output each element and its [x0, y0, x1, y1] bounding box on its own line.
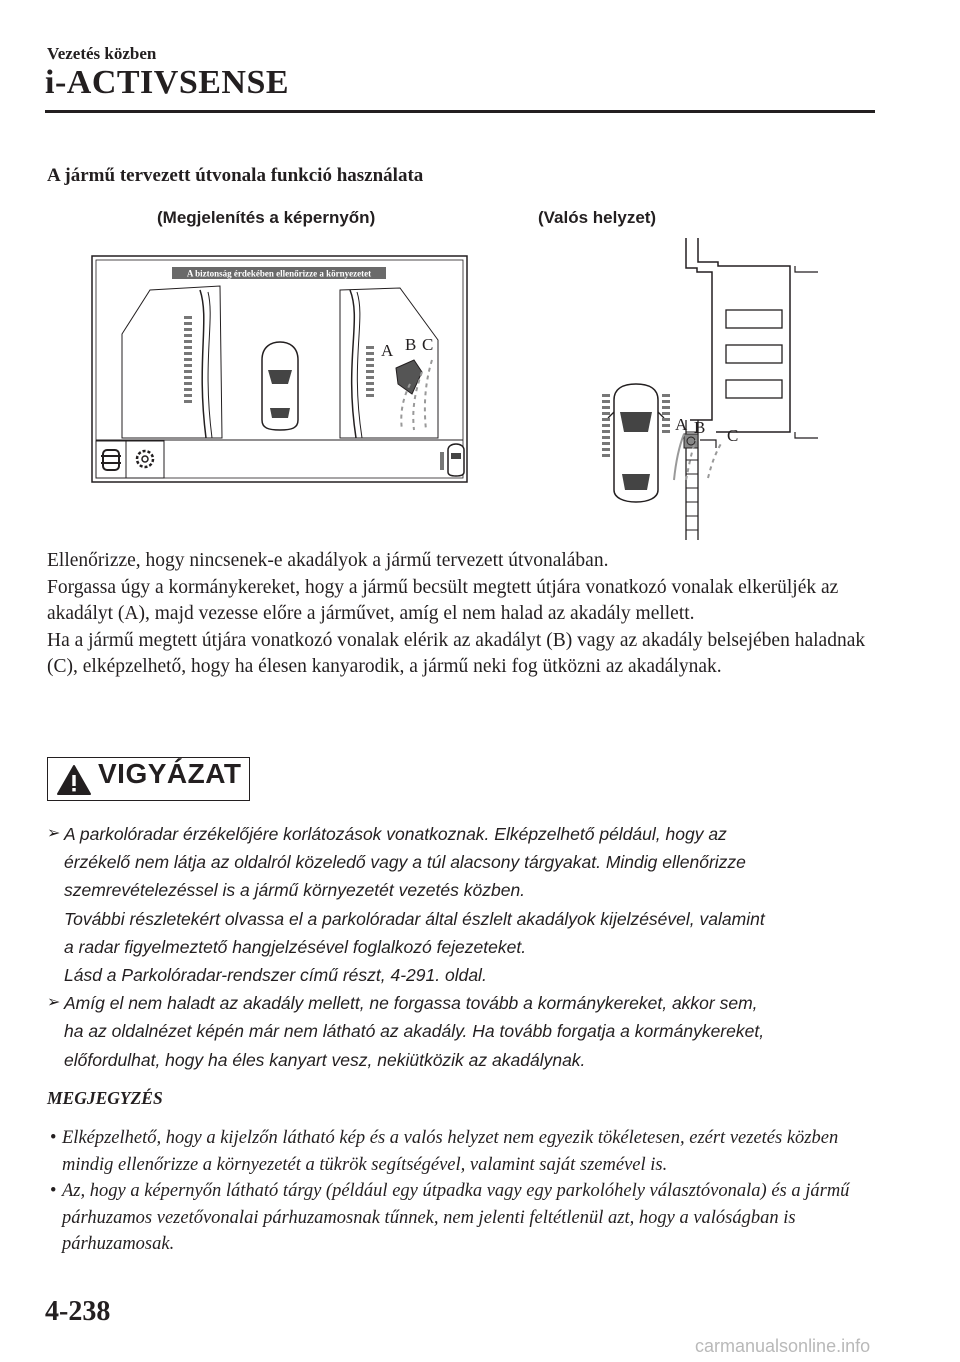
caution-item: ➢ Amíg el nem haladt az akadály mellett, ne forgassa tovább a kormánykereket, akkor sem, ha az oldalnézet képén már nem látható az akadály. Ha tovább forgatja a kormánykereket, előfordulhat, hogy ha éles kanyart vesz, nekiütközik az akadálynak. — [47, 989, 877, 1074]
body-paragraph: Ellenőrizze, hogy nincsenek-e akadályok a jármű tervezett útvonalában. — [47, 550, 609, 571]
real-situation — [608, 238, 818, 540]
figure-caption-screen: (Megjelenítés a képernyőn) — [157, 208, 376, 227]
page-number: 4-238 — [45, 1296, 111, 1327]
caution-label: VIGYÁZAT — [98, 758, 242, 789]
note-title: MEGJEGYZÉS — [47, 1088, 163, 1108]
label-a-real: A — [675, 415, 688, 434]
note-item: • Elképzelhető, hogy a kijelzőn látható kép és a valós helyzet nem egyezik tökéletesen, ezért vezetés közben mindig ellenőrizze a környezetét a tükrök segítségével, valamint saját szemével is. — [47, 1125, 877, 1178]
caution-list — [47, 820, 877, 1074]
label-c-screen: C — [422, 335, 434, 354]
chapter-label: Vezetés közben — [47, 44, 157, 63]
body-paragraph: Ha a jármű megtett útjára vonatkozó vonalak elérik az akadályt (B) vagy az akadály belsejében haladnak (C), elképzelhető, hogy ha élesen kanyarodik, a jármű neki fog ütközni az akadálynak. — [47, 629, 866, 677]
screen-banner-text: A biztonság érdekében ellenőrizze a környezetet — [186, 268, 372, 279]
label-a-screen: A — [381, 341, 394, 360]
arrow-bullet-icon: ➢ — [47, 994, 61, 1012]
bullet-dot-icon: • — [50, 1181, 57, 1201]
predicted-path-illustration — [0, 0, 960, 545]
label-b-real: B — [694, 418, 706, 437]
watermark: carmanualsonline.info — [695, 1336, 871, 1356]
section-title: A jármű tervezett útvonala funkció használata — [47, 165, 424, 186]
body-paragraph: Forgassa úgy a kormánykereket, hogy a jármű becsült megtett útjára vonatkozó vonalak elkerüljék az akadályt (A), majd vezesse előre a járművet, amíg el nem halad az akadály mellett. — [47, 576, 839, 624]
note-list — [47, 1125, 877, 1258]
caution-item: ➢ A parkolóradar érzékelőjére korlátozások vonatkoznak. Elképzelhető például, hogy az érzékelő nem látja az oldalról közeledő vagy a túl alacsony tárgyakat. Mindig ellenőrizze szemrevételezéssel is a jármű környezetét vezetés közben. További részletekért olvassa el a parkolóradar által észlelt akadályok kijelzésével, valamint a radar figyelmeztető hangjelzésével foglalkozó fejezeteket. Lásd a Parkolóradar-rendszer című részt, 4-291. oldal. — [47, 820, 877, 989]
screen-display — [92, 256, 467, 482]
label-c-real: C — [727, 426, 739, 445]
warning-triangle-icon — [56, 764, 92, 796]
bullet-dot-icon: • — [50, 1128, 57, 1148]
label-b-screen: B — [405, 335, 417, 354]
car-top-view — [262, 342, 298, 430]
chapter-title: i-ACTIVSENSE — [45, 64, 290, 101]
body-text — [47, 548, 877, 681]
figure-caption-real: (Valós helyzet) — [538, 208, 657, 227]
note-item: • Az, hogy a képernyőn látható tárgy (például egy útpadka vagy egy parkolóhely választóvonala) és a jármű párhuzamos vezetővonalai párhuzamosnak tűnnek, nem jelenti feltétlenül azt, hogy a valóságban is párhuzamosak. — [47, 1178, 877, 1258]
arrow-bullet-icon: ➢ — [47, 825, 61, 842]
